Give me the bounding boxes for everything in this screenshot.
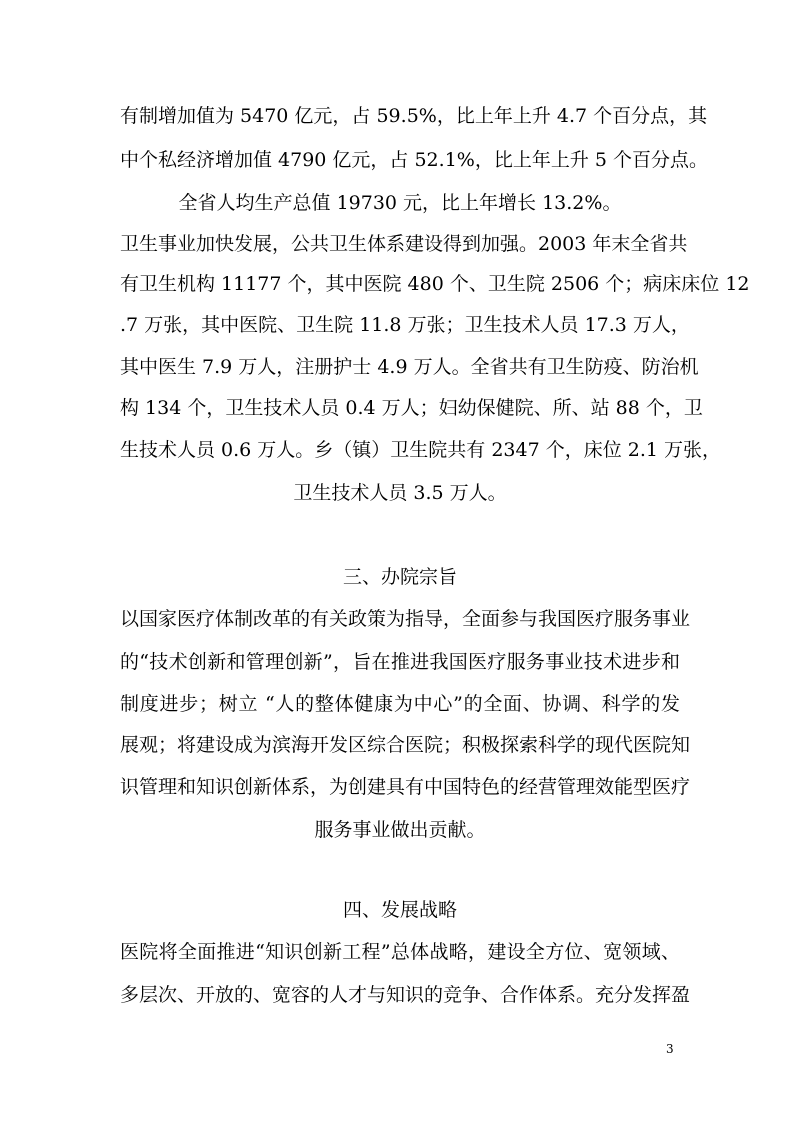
section-heading: 三、办院宗旨 [342,566,457,588]
text-line: 有制增加值为 5470 亿元，占 59.5%，比上年上升 4.7 个百分点，其 [120,105,708,127]
text-line: 多层次、开放的、宽容的人才与知识的竞争、合作体系。充分发挥盈 [120,984,691,1006]
section-heading: 四、发展战略 [342,899,457,921]
text-line: 生技术人员 0.6 万人。乡（镇）卫生院共有 2347 个，床位 2.1 万张， [120,439,722,461]
text-line: 的“技术创新和管理创新”，旨在推进我国医疗服务事业技术进步和 [120,651,680,673]
text-line: 识管理和知识创新体系，为创建具有中国特色的经营管理效能型医疗 [120,776,691,798]
text-line: 卫生技术人员 3.5 万人。 [293,482,507,504]
text-line: 有卫生机构 11177 个，其中医院 480 个、卫生院 2506 个；病床床位 12 [120,273,750,295]
text-line: 其中医生 7.9 万人，注册护士 4.9 万人。全省共有卫生防疫、防治机 [120,356,699,378]
text-line: 服务事业做出贡献。 [314,819,486,841]
text-line: .7 万张，其中医院、卫生院 11.8 万张；卫生技术人员 17.3 万人， [120,314,690,336]
text-line: 制度进步；树立 “人的整体健康为中心”的全面、协调、科学的发 [120,693,680,715]
text-line: 中个私经济增加值 4790 亿元，占 52.1%，比上年上升 5 个百分点。 [120,149,708,171]
text-line: 卫生事业加快发展，公共卫生体系建设得到加强。2003 年末全省共 [120,233,688,255]
text-line: 构 134 个，卫生技术人员 0.4 万人；妇幼保健院、所、站 88 个，卫 [120,397,703,419]
text-line: 医院将全面推进“知识创新工程”总体战略，建设全方位、宽领域、 [120,941,680,963]
page-number: 3 [666,1042,674,1056]
text-line: 展观；将建设成为滨海开发区综合医院；积极探索科学的现代医院知 [120,734,691,756]
text-line: 以国家医疗体制改革的有关政策为指导，全面参与我国医疗服务事业 [120,608,691,630]
text-line: 全省人均生产总值 19730 元，比上年增长 13.2%。 [178,192,622,214]
